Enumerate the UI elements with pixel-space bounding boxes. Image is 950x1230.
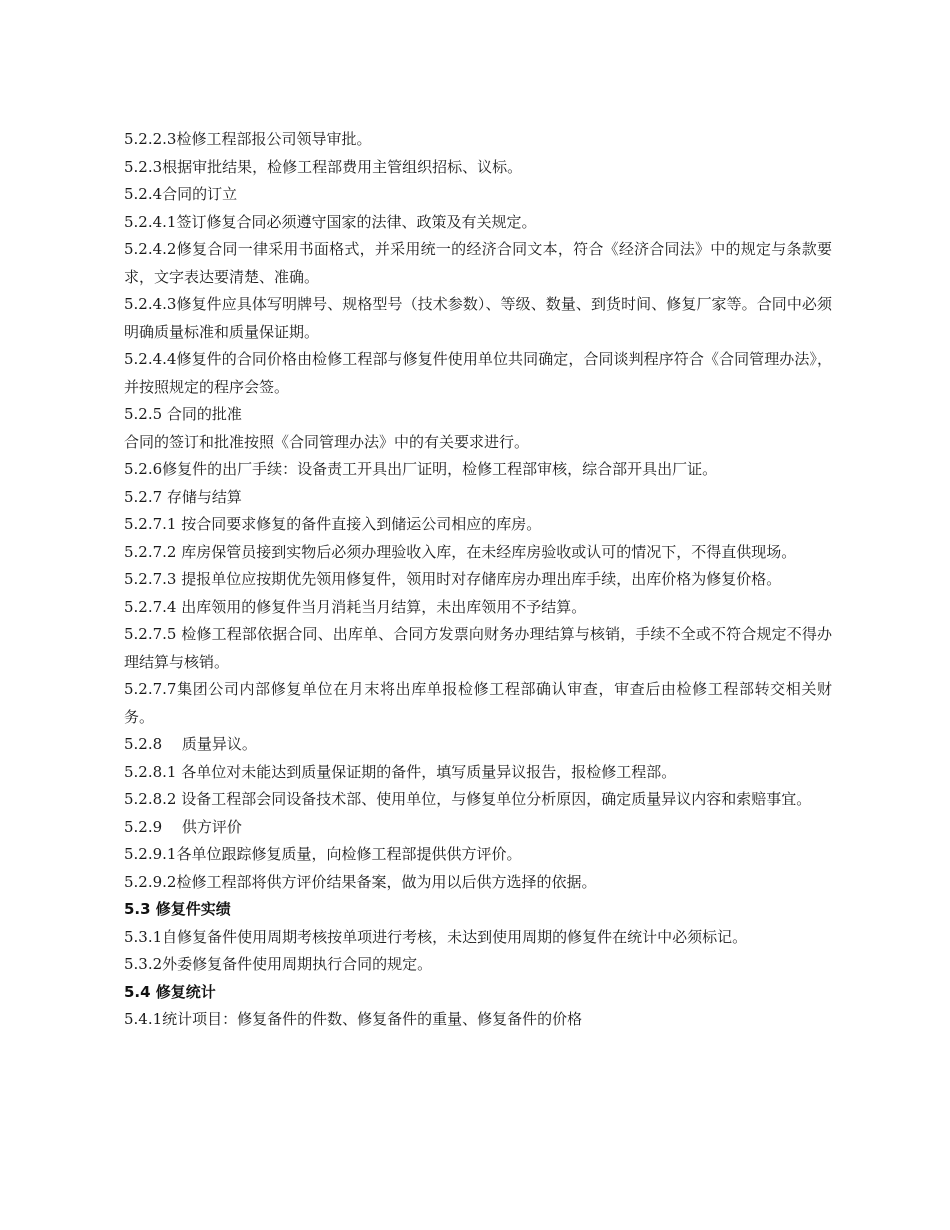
paragraph-5-2-7-7: 5.2.7.7集团公司内部修复单位在月末将出库单报检修工程部确认审查，审查后由检修工程部转交相关财务。 [124,680,832,726]
paragraph-5-2-7-1: 5.2.7.1 按合同要求修复的备件直接入到储运公司相应的库房。 [124,515,542,533]
paragraph-5-4-1: 5.4.1统计项目：修复备件的件数、修复备件的重量、修复备件的价格 [124,1010,583,1028]
paragraph-5-3-1: 5.3.1自修复备件使用周期考核按单项进行考核，未达到使用周期的修复件在统计中必须标记。 [124,927,748,946]
paragraph-5-2-7-5: 5.2.7.5 检修工程部依据合同、出库单、合同方发票向财务办理结算与核销，手续不全或不符合规定不得办理结算与核销。 [124,625,832,671]
paragraph-5-2-4-2: 5.2.4.2修复合同一律采用书面格式，并采用统一的经济合同文本，符合《经济合同法》中的规定与条款要求，文字表达要清楚、准确。 [124,240,832,286]
paragraph-5-2-4-1: 5.2.4.1签订修复合同必须遵守国家的法律、政策及有关规定。 [124,212,537,231]
paragraph-5-2-8-1: 5.2.8.1 各单位对未能达到质量保证期的备件，填写质量异议报告，报检修工程部。 [124,762,677,781]
paragraph-5-2-4-4: 5.2.4.4修复件的合同价格由检修工程部与修复件使用单位共同确定，合同谈判程序符合《合同管理办法》，并按照规定的程序会签。 [124,350,832,396]
paragraph-5-2-9-2: 5.2.9.2检修工程部将供方评价结果备案，做为用以后供方选择的依据。 [124,872,597,891]
paragraph-5-2-2-3: 5.2.2.3检修工程部报公司领导审批。 [124,130,372,148]
paragraph-5-2-7-3: 5.2.7.3 提报单位应按期优先领用修复件，领用时对存储库房办理出库手续，出库价格为修复价格。 [124,570,782,588]
paragraph-5-2-9: 5.2.9 供方评价 [124,817,242,836]
paragraph-5-2-7-4: 5.2.7.4 出库领用的修复件当月消耗当月结算，未出库领用不予结算。 [124,597,587,616]
paragraph-5-2-6: 5.2.6修复件的出厂手续：设备责工开具出厂证明，检修工程部审核，综合部开具出厂证。 [124,460,718,478]
paragraph-5-2-7-2: 5.2.7.2 库房保管员接到实物后必须办理验收入库，在未经库房验收或认可的情况下，不得直供现场。 [124,542,797,561]
paragraph-5-2-4: 5.2.4合同的订立 [124,185,238,203]
paragraph-5-2-8: 5.2.8 质量异议。 [124,735,257,753]
paragraph-5-2-7: 5.2.7 存储与结算 [124,487,242,506]
paragraph-5-2-4-3: 5.2.4.3修复件应具体写明牌号、规格型号（技术参数）、等级、数量、到货时间、修复厂家等。合同中必须明确质量标准和质量保证期。 [124,295,832,341]
paragraph-5-2-5: 5.2.5 合同的批准 [124,405,242,423]
paragraph-5-2-9-1: 5.2.9.1各单位跟踪修复质量，向检修工程部提供供方评价。 [124,845,522,863]
section-heading-5-4: 5.4 修复统计 [124,982,216,1001]
paragraph-5-3-2: 5.3.2外委修复备件使用周期执行合同的规定。 [124,955,433,973]
paragraph-contract-approval: 合同的签订和批准按照《合同管理办法》中的有关要求进行。 [124,432,530,451]
document-body [124,126,832,1034]
paragraph-5-2-3: 5.2.3根据审批结果，检修工程部费用主管组织招标、议标。 [124,157,523,176]
section-heading-5-3: 5.3 修复件实绩 [124,900,231,918]
paragraph-5-2-8-2: 5.2.8.2 设备工程部会同设备技术部、使用单位，与修复单位分析原因，确定质量异议内容和索赔事宜。 [124,790,812,808]
